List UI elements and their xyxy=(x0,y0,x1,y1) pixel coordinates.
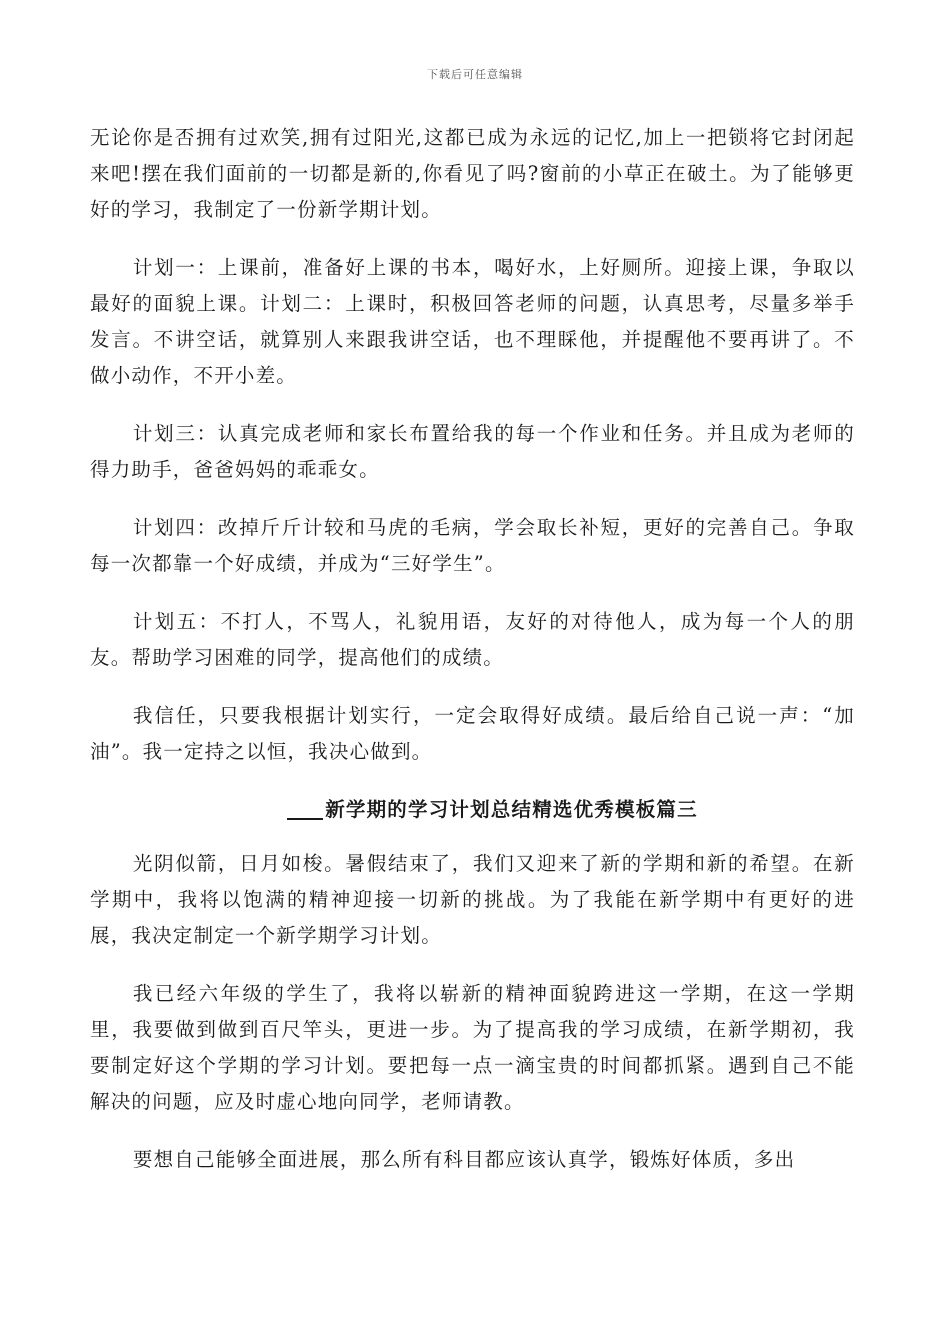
paragraph: 我已经六年级的学生了，我将以崭新的精神面貌跨进这一学期，在这一学期里，我要做到做到百尺竿头，更进一步。为了提高我的学习成绩，在新学期初，我要制定好这个学期的学习计划。要把每一点一滴宝贵的时间都抓紧。遇到自己不能解决的问题，应及时虚心地向同学，老师请教。 xyxy=(90,982,855,1113)
paragraph: 计划五：不打人，不骂人，礼貌用语，友好的对待他人，成为每一个人的朋友。帮助学习困难的同学，提高他们的成绩。 xyxy=(90,610,855,669)
section-heading-text: 新学期的学习计划总结精选优秀模板篇三 xyxy=(325,798,698,821)
page-header: 下载后可任意编辑 xyxy=(427,68,523,81)
section-heading xyxy=(90,792,855,828)
paragraph: 要想自己能够全面进展，那么所有科目都应该认真学，锻炼好体质，多出 xyxy=(132,1148,796,1171)
paragraph: 光阴似箭，日月如梭。暑假结束了，我们又迎来了新的学期和新的希望。在新学期中，我将以饱满的精神迎接一切新的挑战。为了我能在新学期中有更好的进展，我决定制定一个新学期学习计划。 xyxy=(90,852,855,947)
paragraph: 我信任，只要我根据计划实行，一定会取得好成绩。最后给自己说一声：“加油”。我一定持之以恒，我决心做到。 xyxy=(90,704,855,763)
paragraph: 无论你是否拥有过欢笑,拥有过阳光,这都已成为永远的记忆,加上一把锁将它封闭起来吧!摆在我们面前的一切都是新的,你看见了吗?窗前的小草正在破土。为了能够更好的学习，我制定了一份新学期计划。 xyxy=(90,126,855,221)
paragraph: 计划四：改掉斤斤计较和马虎的毛病，学会取长补短，更好的完善自己。争取每一次都靠一个好成绩，并成为“三好学生”。 xyxy=(90,516,855,575)
heading-blank-line xyxy=(287,798,323,820)
paragraph: 计划一：上课前，准备好上课的书本，喝好水，上好厕所。迎接上课，争取以最好的面貌上课。计划二：上课时，积极回答老师的问题，认真思考，尽量多举手发言。不讲空话，就算别人来跟我讲空话，也不理睬他，并提醒他不要再讲了。不做小动作，不开小差。 xyxy=(90,256,855,387)
document-body xyxy=(90,120,855,1200)
paragraph: 计划三：认真完成老师和家长布置给我的每一个作业和任务。并且成为老师的得力助手，爸爸妈妈的乖乖女。 xyxy=(90,422,855,481)
